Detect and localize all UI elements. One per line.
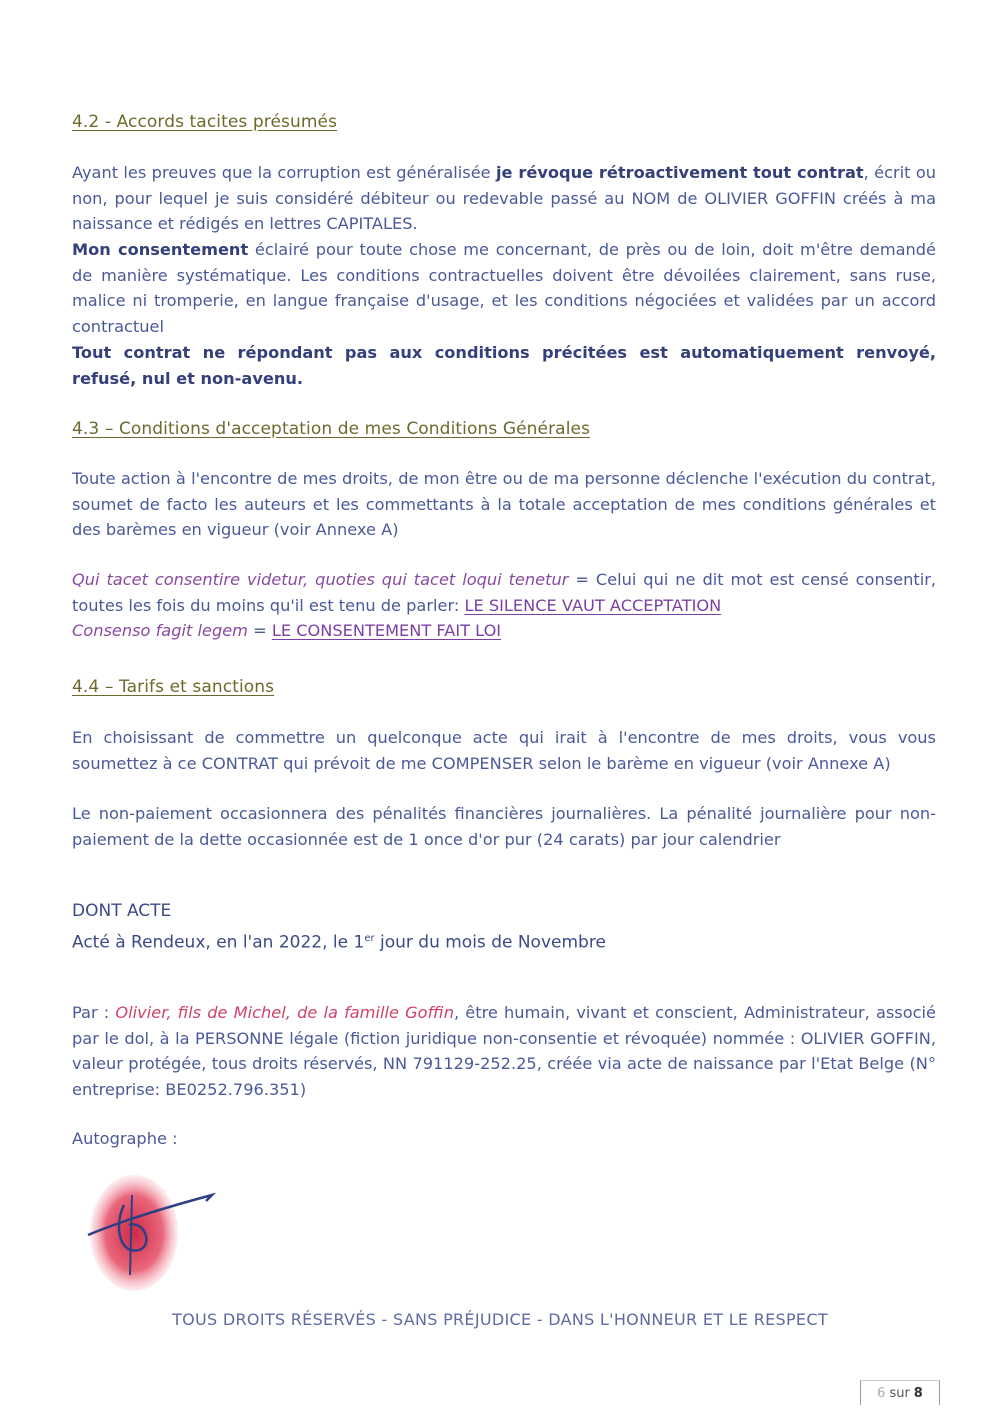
section-4-2-paragraph-3: Tout contrat ne répondant pas aux conditions précitées est automatiquement renvoyé, refusé, nul et non-avenu.: [72, 343, 936, 388]
footer-rights: TOUS DROITS RÉSERVÉS - SANS PRÉJUDICE - DANS L'HONNEUR ET LE RESPECT: [172, 1310, 828, 1329]
translation-1: = Celui qui ne dit mot est censé consentir, toutes les fois du moins qu'il est tenu de parler:: [72, 570, 936, 615]
section-4-2-paragraph-2: [72, 237, 936, 339]
latin-maxim-2: Consenso fagit legem: [72, 621, 248, 641]
silence-vaut-acceptation: LE SILENCE VAUT ACCEPTATION: [464, 595, 722, 615]
fingerprint-signature: [84, 1165, 234, 1295]
page-of: sur: [889, 1385, 910, 1401]
signer-description: , être humain, vivant et conscient, Administrateur, associé par le dol, à la PERSONNE légale (fiction juridique non-consentie et révoquée) nommée : OLIVIER GOFFIN, valeur protégée, tous droits réservés, NN 791129-252.25, créée via acte de naissance par l'Etat Belge (N° entreprise: BE0252.796.351): [72, 1003, 936, 1099]
page-current: 6: [877, 1385, 886, 1401]
emphasis-consentement: Mon consentement: [72, 240, 249, 259]
acte-date-sup: er: [364, 933, 375, 944]
section-4-2-paragraph-1: [72, 160, 936, 237]
section-4-3-paragraph-1: Toute action à l'encontre de mes droits, de mon être ou de ma personne déclenche l'exécution du contrat, soumet de facto les auteurs et les commettants à la totale acceptation de mes conditions générales et des barèmes en vigueur (voir Annexe A): [72, 469, 936, 540]
dont-acte-title: DONT ACTE: [72, 901, 172, 921]
acte-date-line: [72, 925, 936, 957]
page-number: [860, 1380, 940, 1405]
consentement-fait-loi: LE CONSENTEMENT FAIT LOI: [271, 621, 502, 641]
par-label: Par :: [72, 1003, 116, 1022]
section-4-3-maxims: [72, 567, 936, 644]
fingerprint-shape: [90, 1175, 178, 1291]
dont-acte-block: [72, 898, 936, 957]
text-span: Ayant les preuves que la corruption est généralisée: [72, 163, 496, 182]
section-4-3-heading: 4.3 – Conditions d'acceptation de mes Conditions Générales: [72, 419, 591, 439]
section-4-4-paragraph-2: Le non-paiement occasionnera des pénalités financières journalières. La pénalité journalière pour non-paiement de la dette occasionnée est de 1 once d'or pur (24 carats) par jour calendrier: [72, 804, 936, 849]
latin-maxim-1: Qui tacet consentire videtur, quoties qui tacet loqui tenetur: [72, 570, 569, 589]
emphasis-revoque: je révoque rétroactivement tout contrat: [495, 163, 864, 182]
acte-date-text: Acté à Rendeux, en l'an 2022, le 1: [72, 932, 365, 953]
autograph-label: Autographe :: [72, 1129, 178, 1148]
text-span: éclairé pour toute chose me concernant, de près ou de loin, doit m'être demandé de manière systématique. Les conditions contractuelles doivent être dévoilées clairement, sans ruse, malice ni tromperie, en langue française d'usage, et les conditions négociées et validées par un accord contractuel: [72, 240, 936, 336]
section-4-2-heading: 4.2 - Accords tacites présumés: [72, 112, 338, 132]
signer-paragraph: [72, 1000, 936, 1102]
text-span: , écrit ou non, pour lequel je suis considéré débiteur ou redevable passé au NOM de OLIVIER GOFFIN créés à ma naissance et rédigés en lettres CAPITALES.: [72, 163, 937, 234]
page-total: 8: [913, 1385, 923, 1401]
section-4-4-heading: 4.4 – Tarifs et sanctions: [72, 677, 275, 697]
section-4-4-paragraph-1: En choisissant de commettre un quelconque acte qui irait à l'encontre de mes droits, vous vous soumettez à ce CONTRAT qui prévoit de me COMPENSER selon le barème en vigueur (voir Annexe A): [72, 728, 936, 773]
acte-date-text-2: jour du mois de Novembre: [374, 932, 606, 953]
signer-name: Olivier, fils de Michel, de la famille Goffin: [115, 1003, 454, 1022]
translation-2: =: [247, 621, 272, 641]
